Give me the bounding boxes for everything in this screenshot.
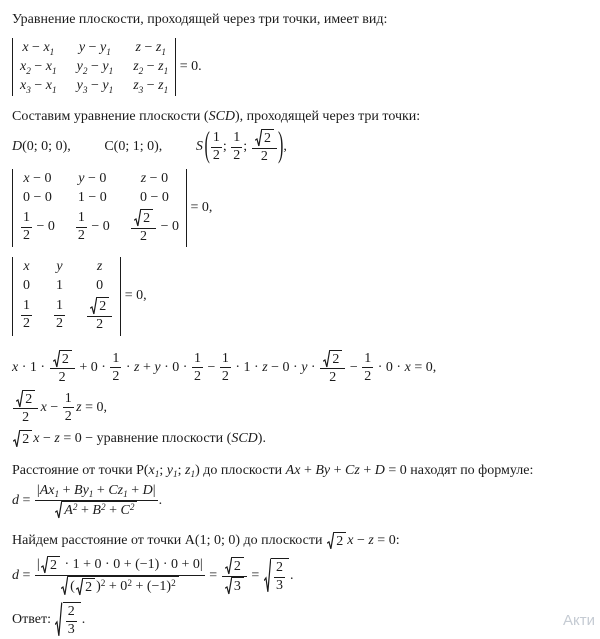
math-var: y: [301, 359, 308, 375]
math-var: z: [262, 359, 268, 375]
math-var: D: [142, 482, 153, 498]
math-var: Ax: [285, 462, 301, 478]
math-text: 2: [329, 369, 337, 385]
math-text: + (−1) 2: [131, 578, 176, 595]
simplified-equation: [12, 390, 588, 426]
answer-line: [12, 602, 588, 638]
determinant-cell: [86, 297, 113, 333]
math-var: z 1: [185, 462, 196, 480]
math-text: 2: [233, 148, 241, 164]
math-var: x 1: [43, 40, 55, 57]
math-var: z: [54, 430, 60, 446]
math-var: z: [96, 259, 103, 275]
math-text: C(0; 1; 0),: [104, 139, 163, 155]
math-text: 2: [23, 228, 30, 244]
math-var: x: [22, 40, 29, 55]
math-text: Составим уравнение плоскости (: [12, 109, 209, 124]
math-var: Cz: [345, 462, 360, 478]
square-root: [323, 350, 342, 368]
determinant-cell: [79, 40, 111, 56]
fraction: [362, 351, 373, 385]
fraction: [21, 210, 32, 244]
math-text: 2: [99, 299, 107, 315]
fraction: [66, 604, 77, 638]
math-text: Ответ:: [12, 612, 55, 628]
determinant-cell: [23, 259, 29, 275]
square-root: [225, 557, 244, 575]
radical-icon: [327, 532, 334, 550]
math-var: Ax 1: [39, 482, 60, 500]
math-text: 2: [276, 560, 284, 576]
substituted-determinant: [12, 169, 588, 247]
determinant: [12, 169, 187, 247]
math-text: +: [59, 482, 75, 498]
math-text: 0: [23, 278, 30, 294]
radical-icon: [76, 578, 83, 596]
determinant-cell: [20, 78, 57, 94]
math-var: D: [374, 462, 385, 478]
activation-watermark: Акти: [563, 612, 595, 629]
determinant-cell: [23, 278, 30, 294]
math-text: 1: [23, 210, 30, 226]
determinant-cell: [77, 78, 114, 94]
math-text: 2: [49, 558, 57, 574]
square-root: [327, 532, 346, 550]
math-text: · 1 ·: [18, 359, 49, 375]
square-root: [90, 297, 109, 315]
math-var: x 1: [45, 59, 57, 76]
radical-icon: [55, 501, 62, 519]
math-text: ) 2: [96, 578, 106, 595]
math-var: x: [12, 359, 19, 375]
math-text: +: [105, 503, 121, 519]
math-var: y 1: [100, 40, 111, 57]
determinant: [12, 257, 121, 335]
determinant-expansion: [12, 350, 588, 386]
math-text: 3: [233, 579, 241, 595]
distance-calculation: [12, 556, 588, 596]
math-text: ), проходящей через три точки:: [235, 109, 421, 124]
math-var: x: [40, 399, 47, 415]
fraction: [87, 297, 112, 333]
math-text: 2: [364, 368, 372, 384]
math-text: =: [19, 568, 34, 584]
math-text: −: [143, 78, 159, 93]
math-var: x: [347, 533, 354, 549]
math-text: 1 − 0: [77, 190, 107, 206]
math-var: By 1: [74, 482, 94, 500]
math-text: 0 − 0: [23, 190, 52, 206]
math-text: = 0:: [373, 533, 400, 549]
math-text: 2: [22, 409, 30, 425]
math-var: x 2: [20, 59, 31, 76]
points-line: [12, 126, 588, 165]
math-text: = 0,: [121, 288, 147, 304]
math-var: z 3: [133, 78, 144, 95]
math-text: |: [36, 557, 40, 573]
math-var: x: [23, 259, 30, 275]
fraction: [63, 391, 74, 425]
determinant-cell: [78, 190, 107, 206]
math-text: 2: [193, 368, 201, 384]
fraction: [13, 390, 38, 426]
math-text: 2: [143, 211, 151, 227]
math-text: = 0,: [186, 200, 213, 216]
math-text: 2: [64, 408, 72, 424]
math-var: y 1: [102, 59, 114, 76]
math-text: 0: [96, 278, 104, 294]
math-text: ).: [257, 430, 266, 446]
math-text: 2: [233, 559, 241, 575]
fraction: [220, 351, 231, 385]
general-plane-determinant: [12, 38, 588, 96]
math-var: z 1: [158, 78, 169, 95]
math-text: 1: [221, 350, 229, 366]
math-text: +: [300, 462, 316, 478]
determinant-cell: [75, 210, 110, 244]
math-text: · 1 ·: [231, 359, 263, 375]
fraction: [35, 556, 205, 596]
determinant-cell: [20, 59, 57, 75]
math-text: ;: [177, 462, 185, 478]
math-text: 3: [276, 578, 284, 594]
math-text: .: [290, 568, 294, 584]
math-text: .: [158, 493, 163, 509]
square-root: [264, 558, 289, 594]
determinant-cell: [136, 40, 166, 56]
square-root: [61, 576, 179, 596]
math-text: 2: [77, 228, 85, 244]
math-var: y: [78, 171, 85, 187]
math-var: D: [12, 139, 23, 155]
math-var: y: [154, 359, 161, 375]
stretchy-paren: (: [204, 126, 210, 165]
determinant-cell: [53, 298, 66, 332]
determinant-cell: [22, 40, 54, 56]
math-text: 2: [22, 431, 30, 447]
math-text: 1: [23, 298, 30, 314]
math-text: −: [353, 533, 369, 549]
math-text: Найдем расстояние от точки A(1; 0; 0) до плоскости: [12, 533, 326, 549]
math-var: y: [56, 259, 63, 275]
radical-icon: [225, 577, 232, 595]
fraction: [54, 298, 65, 332]
math-var: z: [135, 40, 141, 55]
math-text: −: [87, 78, 103, 93]
math-text: −: [39, 430, 55, 446]
fraction: [192, 351, 203, 385]
math-text: = 0.: [176, 59, 202, 74]
fraction: [320, 350, 345, 386]
math-text: −: [143, 59, 159, 74]
math-text: − 0: [157, 219, 179, 235]
math-text: − 0 ·: [267, 359, 302, 375]
math-text: 1: [364, 350, 372, 366]
math-var: y 1: [166, 462, 178, 480]
square-root: [76, 578, 95, 596]
math-var: y 3: [76, 78, 88, 95]
math-text: ;: [243, 139, 251, 155]
math-text: ·: [122, 359, 135, 375]
math-text: 2: [61, 351, 69, 367]
determinant-cell: [23, 171, 51, 187]
math-text: 2: [67, 604, 75, 620]
math-var: z: [368, 533, 374, 549]
math-var: x 3: [20, 78, 31, 95]
math-text: +: [93, 482, 109, 498]
math-text: −: [46, 399, 62, 415]
math-var: z 1: [155, 40, 166, 57]
math-text: 2: [139, 229, 147, 245]
radical-icon: [41, 556, 48, 574]
square-root: [53, 350, 72, 368]
determinant-cell: [140, 190, 169, 206]
square-root: [16, 390, 35, 408]
math-text: +: [139, 359, 155, 375]
determinant-cell: [20, 298, 33, 332]
math-text: ,: [283, 139, 287, 155]
math-text: (: [70, 579, 75, 595]
determinant-cell: [130, 209, 179, 245]
math-text: − 0: [87, 219, 110, 235]
math-text: 2: [96, 317, 104, 333]
math-text: −: [203, 359, 219, 375]
math-text: 2: [221, 368, 229, 384]
simplified-determinant: [12, 257, 588, 335]
math-var: d: [12, 493, 19, 509]
math-var: x: [404, 359, 411, 375]
radical-icon: [134, 209, 141, 227]
fraction: [231, 130, 242, 164]
math-var: y: [78, 40, 86, 55]
math-text: Расстояние от точки P(: [12, 462, 149, 478]
math-text: − 0: [146, 171, 169, 187]
math-text: · 1 + 0 · 0 + (−1) · 0 + 0|: [60, 557, 203, 573]
distance-formula-text: [12, 463, 588, 479]
math-text: 1: [56, 278, 63, 294]
math-var: S: [195, 139, 203, 155]
compose-plane-text: [12, 109, 588, 125]
math-text: Уравнение плоскости, проходящей через три точки, имеет вид:: [12, 12, 388, 27]
math-text: 2: [336, 534, 344, 550]
fraction: [274, 560, 285, 594]
radical-icon: [225, 557, 232, 575]
math-text: = 0 − уравнение плоскости (: [59, 430, 232, 446]
determinant-cell: [133, 78, 168, 94]
math-text: 2: [25, 391, 33, 407]
math-var: SCD: [231, 430, 258, 446]
math-var: y 2: [76, 59, 88, 76]
determinant-cell: [56, 278, 63, 294]
math-text: +: [330, 462, 346, 478]
math-text: ;: [222, 139, 231, 155]
math-text: −: [87, 59, 103, 74]
square-root: [255, 129, 274, 147]
math-text: + 0 ·: [75, 359, 110, 375]
math-text: 0 − 0: [139, 190, 169, 206]
math-text: 1: [77, 210, 85, 226]
radical-icon: [16, 390, 23, 408]
fraction: [110, 351, 121, 385]
find-distance-text: [12, 532, 588, 550]
math-text: 1: [56, 298, 63, 314]
math-var: z: [76, 399, 82, 415]
math-text: 2: [56, 316, 63, 332]
determinant-cell: [56, 259, 62, 275]
radical-icon: [90, 297, 97, 315]
math-text: − 0: [29, 171, 52, 187]
math-text: =: [247, 568, 263, 584]
math-text: ·: [307, 359, 320, 375]
radical-icon: [61, 576, 68, 596]
math-text: −: [30, 78, 46, 93]
math-text: 2: [23, 316, 30, 332]
math-text: =: [205, 568, 221, 584]
determinant-cell: [20, 210, 55, 244]
math-text: =: [19, 493, 34, 509]
math-var: z: [140, 171, 147, 187]
math-var: y 1: [102, 78, 114, 95]
math-var: C 2: [120, 501, 135, 519]
fraction: [211, 130, 222, 164]
math-var: B 2: [92, 501, 106, 519]
math-text: |: [152, 482, 156, 498]
math-text: · 0 ·: [160, 359, 191, 375]
determinant-cell: [77, 59, 114, 75]
math-text: 2: [112, 368, 120, 384]
stretchy-paren: ): [277, 126, 284, 165]
plane-equation-result: [12, 430, 588, 448]
math-var: x 1: [45, 78, 57, 95]
radical-icon: [13, 430, 20, 448]
square-root: [134, 209, 153, 227]
math-text: 1: [193, 350, 201, 366]
math-text: 2: [85, 580, 93, 596]
math-text: = 0 находят по формуле:: [384, 462, 534, 478]
math-text: (0; 0; 0),: [22, 139, 71, 155]
math-text: − 0: [33, 219, 55, 235]
math-text: 1: [112, 350, 120, 366]
math-text: +: [127, 482, 143, 498]
math-text: −: [85, 40, 101, 55]
radical-icon: [264, 558, 271, 594]
determinant-cell: [97, 259, 102, 275]
math-var: d: [12, 568, 19, 584]
math-text: −: [30, 59, 46, 74]
radical-icon: [53, 350, 60, 368]
radical-icon: [55, 602, 62, 638]
document-body: [12, 12, 588, 639]
determinant-cell: [78, 171, 106, 187]
radical-icon: [323, 350, 330, 368]
math-var: z 2: [133, 59, 144, 76]
square-root: [55, 602, 80, 638]
fraction: [131, 209, 156, 245]
math-text: +: [359, 462, 375, 478]
fraction: [21, 298, 32, 332]
square-root: [225, 577, 244, 595]
math-text: ) до плоскости: [195, 462, 286, 478]
square-root: [41, 556, 60, 574]
math-text: +: [77, 503, 93, 519]
determinant-cell: [133, 59, 168, 75]
math-text: 2: [263, 131, 271, 146]
determinant-cell: [141, 171, 168, 187]
math-text: 1: [64, 390, 72, 406]
square-root: [55, 501, 137, 519]
math-text: 1: [212, 130, 220, 145]
distance-formula: [12, 483, 588, 519]
math-var: z: [134, 359, 140, 375]
math-text: + 0 2: [105, 578, 132, 595]
math-text: −: [140, 40, 156, 55]
math-text: = 0,: [81, 399, 108, 415]
fraction: [252, 129, 277, 165]
determinant-cell: [96, 278, 103, 294]
math-text: · 0 ·: [374, 359, 405, 375]
math-text: −: [28, 40, 44, 55]
math-text: − 0: [84, 171, 107, 187]
fraction: [50, 350, 75, 386]
math-text: 2: [212, 148, 220, 164]
math-text: |: [36, 482, 40, 498]
math-text: 2: [260, 149, 268, 165]
fraction: [76, 210, 87, 244]
math-text: 2: [58, 369, 66, 385]
math-var: SCD: [208, 109, 236, 124]
radical-icon: [255, 129, 262, 147]
problem-statement-text: [12, 12, 588, 28]
math-var: A 2: [64, 501, 78, 519]
math-var: x: [23, 171, 30, 187]
math-text: ;: [159, 462, 167, 478]
math-text: 1: [233, 130, 241, 145]
fraction: [222, 557, 247, 595]
math-text: −: [346, 359, 362, 375]
math-text: = 0,: [410, 359, 437, 375]
math-var: By: [315, 462, 331, 478]
fraction: [35, 483, 158, 519]
math-var: x: [33, 430, 40, 446]
math-text: 2: [332, 351, 340, 367]
math-text: .: [81, 612, 86, 628]
math-var: Cz 1: [108, 482, 128, 500]
math-var: x 1: [148, 462, 160, 480]
math-text: 3: [67, 622, 75, 638]
math-var: z 1: [158, 59, 169, 76]
determinant: [12, 38, 176, 96]
determinant-cell: [23, 190, 52, 206]
square-root: [13, 430, 32, 448]
